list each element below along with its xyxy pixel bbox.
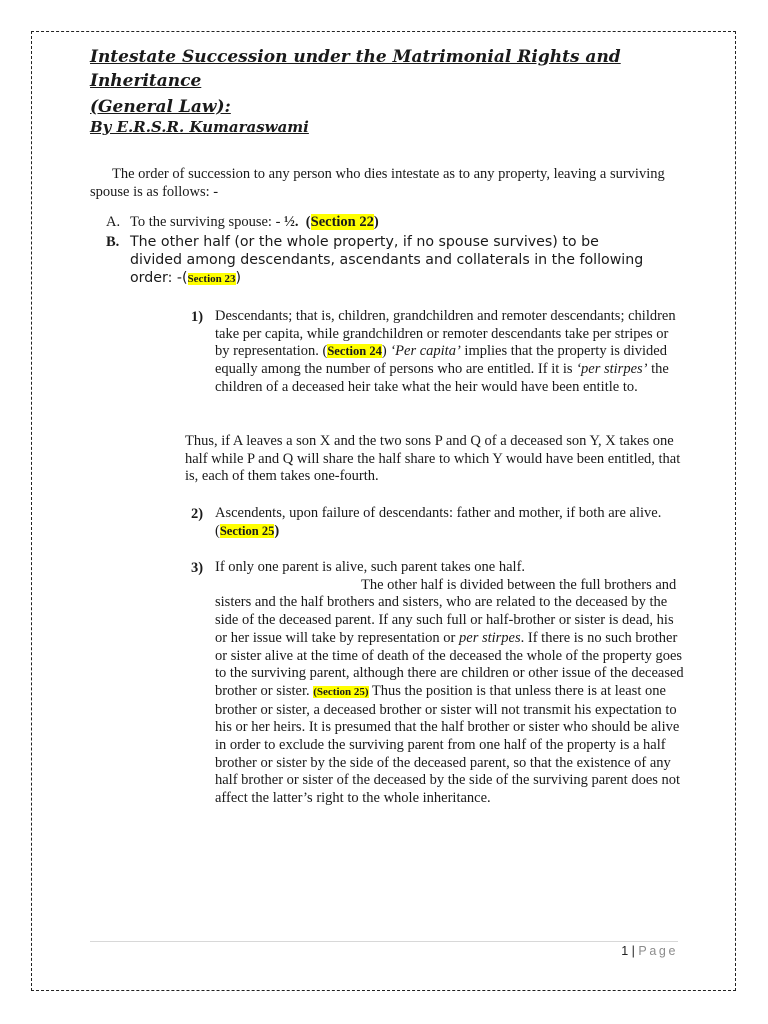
page-footer bbox=[621, 944, 678, 958]
item-3-text-1: The other half is divided between the full brothers and sisters and the half brothers and sisters, who are related to the deceased by the side of the deceased parent. If any such full or half-brother or sister is dead, his or her issue will take by representation or bbox=[215, 576, 677, 646]
author-byline: By E.R.S.R. Kumaraswami bbox=[90, 118, 309, 136]
item-a-share: ½. bbox=[284, 214, 299, 230]
section-22-highlight: Section 22 bbox=[310, 214, 374, 230]
item-b-text: The other half (or the whole property, if no spouse survives) to be divided among descendants, ascendants and collaterals in the following order: -( bbox=[130, 234, 644, 286]
list-item-b-marker: B. bbox=[106, 234, 120, 250]
section-25-highlight: Section 25 bbox=[219, 523, 275, 538]
item-2-text: Ascendents, upon failure of descendants: father and mother, if both are alive. ( bbox=[215, 505, 662, 539]
document-title-line-2: Inheritance bbox=[90, 71, 202, 91]
item-a-open: ( bbox=[305, 214, 311, 230]
document-title-line-1: Intestate Succession under the Matrimonial Rights and bbox=[90, 47, 621, 67]
footer-divider bbox=[90, 941, 678, 942]
item-3-text-2: . If there is no such brother or sister alive at the time of death of the deceased the whole of the property goes to the surviving parent, although there are children or other issue of the deceased brother or sister. bbox=[215, 629, 684, 699]
per-capita-term: ‘Per capita’ bbox=[390, 343, 461, 360]
item-3-text-3: Thus the position is that unless there is at least one brother or sister, a deceased brother or sister will not transmit his expectation to his or her heirs. It is presumed that the half brother or sister who should be alive in order to exclude the surviving parent from one half of the property is a half brother or sister by the side of the deceased parent, so that the existence of any half brother or sister of the deceased by the side of the surviving parent does not affect the latter’s right to the whole inheritance. bbox=[215, 682, 681, 807]
list-item-a-marker: A. bbox=[106, 214, 121, 230]
item-1-text-1: Descendants; that is, children, grandchildren and remoter descendants; children take per capita, while grandchildren or remoter descendants take per stripes or by representation. ( bbox=[215, 308, 676, 360]
footer-separator: | bbox=[628, 944, 639, 958]
thus-paragraph: Thus, if A leaves a son X and the two sons P and Q of a deceased son Y, X takes one half while P and Q will share the half share to which Y would have been entitled, that is, each of them takes one-fourth. bbox=[185, 433, 681, 485]
page-number: 1 bbox=[621, 944, 629, 958]
item-3-line-1: If only one parent is alive, such parent takes one half. bbox=[215, 559, 526, 575]
page-label: Page bbox=[638, 944, 678, 958]
item-3-number: 3) bbox=[191, 560, 204, 576]
list-item-a bbox=[130, 213, 650, 231]
item-2-paragraph bbox=[215, 505, 685, 540]
section-24-highlight: Section 24 bbox=[327, 344, 382, 359]
item-1-text-2: ) bbox=[381, 343, 391, 360]
item-2-close: ) bbox=[274, 522, 280, 539]
section-25-highlight-2: (Section 25) bbox=[313, 685, 369, 698]
document-title-line-3: (General Law): bbox=[90, 97, 231, 117]
per-stirpes-term-2: per stirpes bbox=[459, 629, 521, 646]
item-1-paragraph bbox=[215, 308, 685, 397]
item-3-paragraph bbox=[215, 559, 685, 808]
item-1-text-4: the children of a deceased heir take what the heir would have been entitle to. bbox=[215, 361, 669, 395]
item-2-number: 2) bbox=[191, 506, 204, 522]
intro-paragraph bbox=[90, 165, 690, 201]
intro-text: The order of succession to any person who dies intestate as to any property, leaving a surviving spouse is as follows: - bbox=[90, 166, 665, 200]
item-1-number: 1) bbox=[191, 309, 204, 325]
item-b-close: ) bbox=[235, 270, 242, 286]
item-a-text: To the surviving spouse: - bbox=[130, 214, 285, 230]
section-23-highlight: Section 23 bbox=[187, 273, 236, 285]
item-a-close: ) bbox=[373, 214, 379, 230]
item-1-text-3: implies that the property is divided equally among the number of persons who are entitled. If it is bbox=[215, 343, 667, 378]
list-item-b bbox=[130, 233, 645, 288]
per-stirpes-term: ‘per stirpes’ bbox=[576, 361, 648, 378]
